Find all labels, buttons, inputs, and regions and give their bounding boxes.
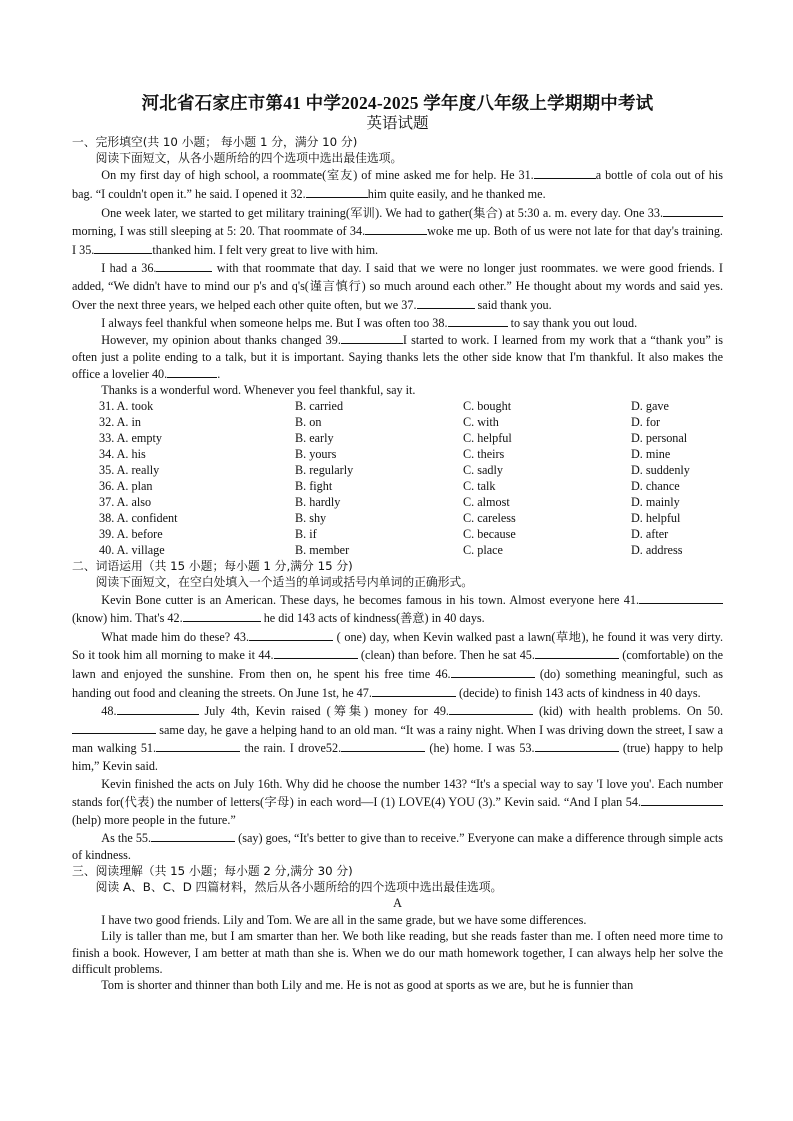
option[interactable]: B. yours [295, 447, 337, 462]
option[interactable]: D. for [631, 415, 661, 430]
answer-blank-48[interactable] [117, 702, 199, 715]
option[interactable]: C. talk [463, 479, 496, 494]
option[interactable]: B. shy [295, 511, 327, 526]
section2-heading: 二、词语运用（共 15 小题；每小题 1 分,满分 15 分) [72, 559, 353, 574]
text-run: thanked him. I felt very great to live with him. [152, 242, 379, 257]
text-run: Kevin Bone cutter is an American. These days, he becomes famous in his town. Almost everyone here 41. [101, 592, 639, 607]
option[interactable]: D. mainly [631, 495, 680, 510]
option[interactable]: 37. A. also [99, 495, 152, 510]
answer-blank-54[interactable] [641, 793, 723, 806]
option[interactable]: 33. A. empty [99, 431, 162, 446]
option[interactable]: D. gave [631, 399, 669, 414]
option[interactable]: C. theirs [463, 447, 505, 462]
text-run: July 4th, Kevin raised (筹集) money for 49. [198, 704, 449, 719]
option[interactable]: B. fight [295, 479, 333, 494]
answer-blank-35[interactable] [94, 241, 152, 254]
text-run: I had a 36. [101, 261, 157, 276]
exam-page [72, 92, 723, 993]
text-run: As the 55. [101, 831, 152, 846]
reading-paragraph-1: I have two good friends. Lily and Tom. We are all in the same grade, but we have some differences. [101, 913, 587, 928]
option[interactable]: 39. A. before [99, 527, 163, 542]
text-run: On my first day of high school, a roommate(室友) of mine asked me for help. He 31. [101, 168, 534, 183]
option[interactable]: B. carried [295, 399, 344, 414]
text-run: (help) more people in the future.” [72, 812, 236, 827]
section1-heading: 一、完形填空(共 10 小题； 每小题 1 分，满分 10 分) [72, 135, 358, 149]
answer-blank-46[interactable] [451, 665, 535, 678]
text-run: with that roommate that day. I said that we were no longer just roommates. we were good friends. I added, “We didn't have to mind our p's and q's(谨言慎行) so much around each other.” He thought about my words and said yes. Over the next three years, we helped each other quite often, but we 37. [72, 261, 723, 312]
option[interactable]: C. bought [463, 399, 512, 414]
text-run: ( one) day, when Kevin walked past a lawn(草地), he found it was very dirty. So it took him all morning to make it 44. [72, 629, 723, 663]
option[interactable]: 35. A. really [99, 463, 160, 478]
cloze-paragraph-2 [72, 204, 723, 260]
answer-blank-45[interactable] [535, 646, 619, 659]
option[interactable]: B. hardly [295, 495, 341, 510]
answer-blank-32[interactable] [306, 185, 368, 198]
text-run: him quite easily, and he thanked me. [367, 187, 546, 201]
option[interactable]: C. helpful [463, 431, 512, 446]
option[interactable]: C. because [463, 527, 516, 542]
exam-title: 河北省石家庄市第41 中学2024-2025 学年度八年级上学期期中考试 [141, 93, 654, 113]
section2-instruction: 阅读下面短文，在空白处填入一个适当的单词或括号内单词的正确形式。 [95, 575, 474, 590]
grammar-paragraph-3 [72, 702, 723, 775]
grammar-paragraph-4 [72, 776, 723, 830]
text-run: (say) goes, “It's better to give than to receive.” Everyone can make a difference through simple acts of kindness. [72, 831, 724, 862]
answer-blank-53[interactable] [535, 739, 619, 752]
options-grid [72, 398, 723, 558]
text-run: (know) him. That's 42. [72, 611, 183, 626]
cloze-paragraph-5 [72, 331, 723, 382]
option[interactable]: C. with [463, 415, 499, 430]
text-run: Kevin finished the acts on July 16th. Why did he choose the number 143? “It's a special way to say 'I love you'. Each number stands for(代表) the number of letters(字母) in each word—I (1) LOVE(4) YOU (3).” Kevin said. “And I plan 54. [72, 776, 723, 810]
text-run: he did 143 acts of kindness(善意) in 40 days. [260, 611, 485, 626]
option[interactable]: B. early [295, 431, 334, 446]
text-run: the rain. I drove52. [240, 741, 342, 756]
answer-blank-50[interactable] [72, 721, 156, 734]
text-run: woke me up. Both of us were not late for that day's training. I 35. [72, 224, 723, 257]
answer-blank-39[interactable] [341, 331, 403, 344]
exam-subtitle: 英语试题 [366, 115, 429, 132]
text-run: . [217, 366, 221, 381]
answer-blank-55[interactable] [151, 829, 235, 842]
option[interactable]: B. regularly [295, 463, 354, 478]
answer-blank-51[interactable] [156, 739, 240, 752]
option[interactable]: 38. A. confident [99, 511, 178, 526]
section3-heading: 三、阅读理解（共 15 小题；每小题 2 分,满分 30 分) [72, 863, 353, 878]
text-run: 48. [101, 704, 117, 719]
answer-blank-40[interactable] [167, 365, 217, 378]
text-run: I always feel thankful when someone helps me. But I was often too 38. [101, 316, 448, 331]
option[interactable]: 31. A. took [99, 399, 154, 414]
answer-blank-44[interactable] [274, 646, 358, 659]
text-run: What made him do these? 43. [101, 629, 250, 644]
cloze-paragraph-3 [72, 259, 723, 314]
option[interactable]: D. suddenly [631, 463, 690, 478]
answer-blank-43[interactable] [249, 628, 333, 641]
option[interactable]: D. address [631, 543, 683, 558]
cloze-paragraph-1 [72, 166, 723, 203]
answer-blank-38[interactable] [448, 314, 508, 327]
answer-blank-52[interactable] [341, 739, 425, 752]
answer-blank-41[interactable] [639, 591, 723, 604]
option[interactable]: B. member [295, 543, 350, 558]
option[interactable]: 40. A. village [99, 543, 165, 558]
grammar-paragraph-1 [72, 591, 723, 628]
option[interactable]: 36. A. plan [99, 479, 153, 494]
answer-blank-42[interactable] [183, 609, 261, 622]
reading-paragraph-2: Lily is taller than me, but I am smarter than her. We both like reading, but she reads faster than me. I often need more time to finish a book. However, I am better at math than she is. When we do our math homework together, I can always help her solve the difficult problems. [72, 929, 723, 976]
option[interactable]: D. mine [631, 447, 671, 462]
text-run: to say thank you out loud. [507, 316, 638, 331]
text-run: (decide) to finish 143 acts of kindness in 40 days. [455, 685, 701, 700]
passage-label-a: A [393, 896, 402, 911]
section1-instruction: 阅读下面短文，从各小题所给的四个选项中选出最佳选项。 [95, 151, 403, 166]
text-run: However, my opinion about thanks changed 39. [101, 333, 341, 348]
text-run: (do) something meaningful, such as handing out food and cleaning the streets. On June 1st, he 47. [72, 666, 723, 700]
option[interactable]: B. if [295, 527, 317, 542]
cloze-paragraph-6: Thanks is a wonderful word. Whenever you feel thankful, say it. [101, 382, 416, 397]
text-run: (comfortable) on the lawn and enjoyed the sunshine. From then on, he spent his free time 46. [72, 648, 724, 681]
answer-blank-47[interactable] [372, 684, 456, 697]
text-run: (true) happy to help him,” Kevin said. [72, 741, 724, 773]
text-run: (clean) than before. Then he sat 45. [357, 648, 535, 663]
answer-blank-36[interactable] [156, 259, 212, 272]
answer-blank-31[interactable] [534, 166, 596, 179]
answer-blank-33[interactable] [663, 204, 723, 217]
section3-instruction: 阅读 A、B、C、D 四篇材料，然后从各小题所给的四个选项中选出最佳选项。 [95, 879, 503, 894]
answer-blank-37[interactable] [417, 296, 475, 309]
text-run: same day, he gave a helping hand to an old man. “It was a rainy night. When I was driving down the street, I saw a man walking 51. [72, 722, 723, 756]
option[interactable]: C. careless [463, 511, 516, 526]
option[interactable]: 32. A. in [99, 415, 141, 430]
grammar-paragraph-2 [72, 628, 723, 702]
text-run: (kid) with health problems. On 50. [532, 704, 724, 719]
text-run: One week later, we started to get military training(军训). We had to gather(集合) at 5:30 a. m. every day. One 33. [101, 205, 663, 220]
option[interactable]: D. chance [631, 479, 680, 494]
text-run: morning, I was still sleeping at 5: 20. That roommate of 34. [72, 224, 366, 239]
option[interactable]: D. after [631, 527, 669, 542]
grammar-paragraph-5 [72, 829, 723, 862]
answer-blank-34[interactable] [365, 222, 427, 235]
text-run: a bottle of cola out of his bag. “I couldn't open it.” he said. I opened it 32. [72, 168, 723, 201]
option[interactable]: C. sadly [463, 463, 503, 478]
option[interactable]: C. place [463, 543, 503, 558]
text-run: I started to work. I learned from my work that a “thank you” is often just a polite ending to a talk, but it is important. Saying thanks lets the other side know that I'm thankful. It also makes the office a lovelier 40. [72, 333, 724, 381]
option[interactable]: D. helpful [631, 511, 681, 526]
answer-blank-49[interactable] [449, 702, 533, 715]
option[interactable]: D. personal [631, 431, 688, 446]
option[interactable]: B. on [295, 415, 322, 430]
option[interactable]: 34. A. his [99, 447, 146, 462]
text-run: (he) home. I was 53. [425, 741, 535, 756]
reading-paragraph-3: Tom is shorter and thinner than both Lily and me. He is not as good at sports as we are, but he is funnier than [101, 977, 634, 992]
text-run: said thank you. [474, 297, 552, 312]
option[interactable]: C. almost [463, 495, 510, 510]
cloze-paragraph-4 [72, 314, 723, 331]
